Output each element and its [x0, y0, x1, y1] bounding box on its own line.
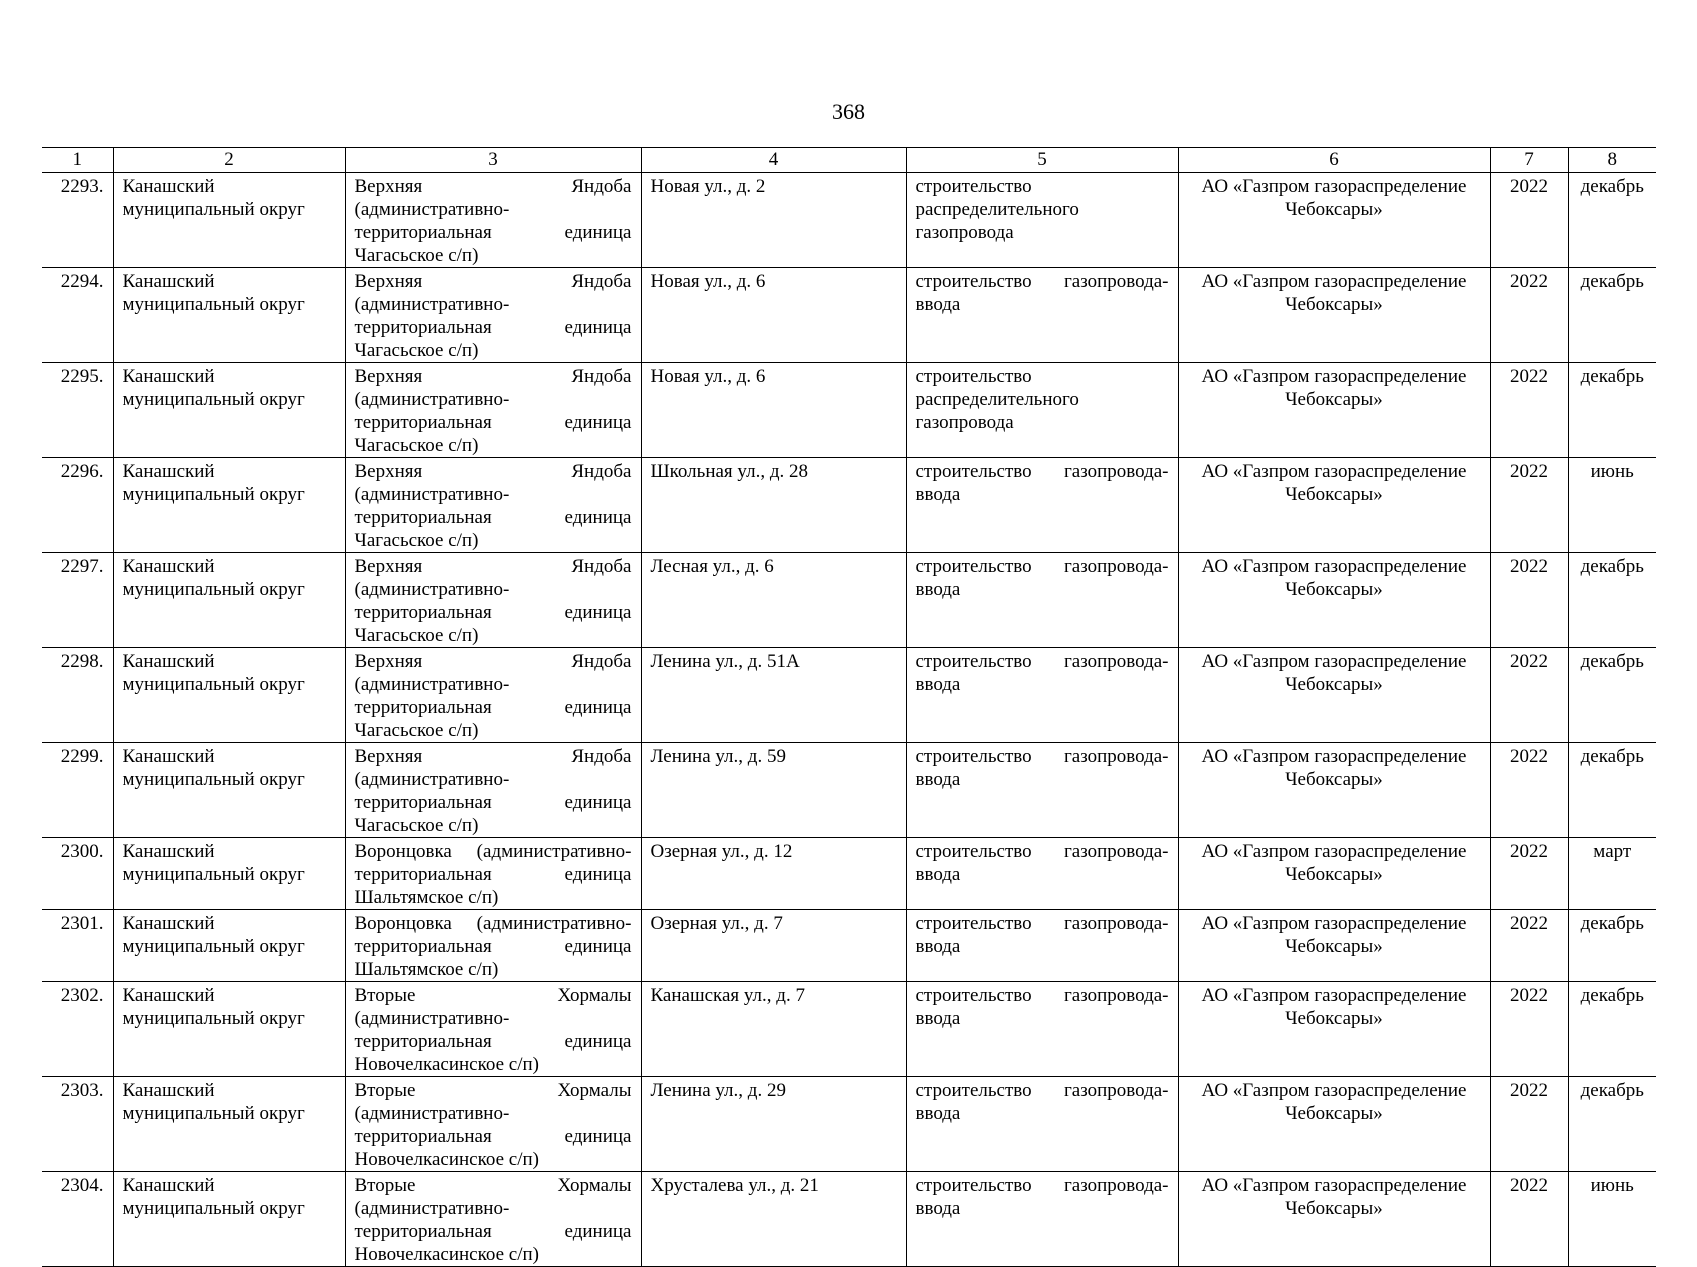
work-type-cell: строительство газопровода-ввода — [906, 910, 1178, 982]
owner-cell: АО «Газпром газораспределение Чебоксары» — [1178, 363, 1490, 458]
table-row — [42, 838, 1656, 910]
work-type-cell: строительство распределительного газопровода — [906, 363, 1178, 458]
address-cell: Новая ул., д. 6 — [641, 268, 906, 363]
owner-cell: АО «Газпром газораспределение Чебоксары» — [1178, 982, 1490, 1077]
month-cell: декабрь — [1568, 173, 1656, 268]
month-cell: декабрь — [1568, 910, 1656, 982]
row-number: 2296. — [42, 458, 113, 553]
header-row — [42, 148, 1656, 173]
month-cell: декабрь — [1568, 553, 1656, 648]
owner-cell: АО «Газпром газораспределение Чебоксары» — [1178, 838, 1490, 910]
settlement-cell: Вторые Хормалы (административно-территориальная единица Новочелкасинское с/п) — [345, 1172, 641, 1267]
owner-cell: АО «Газпром газораспределение Чебоксары» — [1178, 268, 1490, 363]
address-cell: Новая ул., д. 6 — [641, 363, 906, 458]
owner-cell: АО «Газпром газораспределение Чебоксары» — [1178, 173, 1490, 268]
work-type-cell: строительство распределительного газопровода — [906, 173, 1178, 268]
district-cell: Канашский муниципальный округ — [113, 838, 345, 910]
settlement-cell: Воронцовка (административно-территориальная единица Шальтямское с/п) — [345, 838, 641, 910]
year-cell: 2022 — [1490, 743, 1568, 838]
work-type-cell: строительство газопровода-ввода — [906, 743, 1178, 838]
settlement-cell: Вторые Хормалы (административно-территориальная единица Новочелкасинское с/п) — [345, 982, 641, 1077]
month-cell: март — [1568, 838, 1656, 910]
address-cell: Озерная ул., д. 7 — [641, 910, 906, 982]
district-cell: Канашский муниципальный округ — [113, 173, 345, 268]
column-header: 2 — [113, 148, 345, 173]
year-cell: 2022 — [1490, 910, 1568, 982]
row-number: 2294. — [42, 268, 113, 363]
month-cell: декабрь — [1568, 743, 1656, 838]
table-row — [42, 458, 1656, 553]
work-type-cell: строительство газопровода-ввода — [906, 1172, 1178, 1267]
work-type-cell: строительство газопровода-ввода — [906, 838, 1178, 910]
address-cell: Озерная ул., д. 12 — [641, 838, 906, 910]
year-cell: 2022 — [1490, 173, 1568, 268]
row-number: 2303. — [42, 1077, 113, 1172]
year-cell: 2022 — [1490, 648, 1568, 743]
settlement-cell: Верхняя Яндоба (административно-территориальная единица Чагасьское с/п) — [345, 268, 641, 363]
month-cell: декабрь — [1568, 363, 1656, 458]
district-cell: Канашский муниципальный округ — [113, 648, 345, 743]
work-type-cell: строительство газопровода-ввода — [906, 458, 1178, 553]
address-cell: Школьная ул., д. 28 — [641, 458, 906, 553]
table-row — [42, 1172, 1656, 1267]
year-cell: 2022 — [1490, 458, 1568, 553]
owner-cell: АО «Газпром газораспределение Чебоксары» — [1178, 743, 1490, 838]
column-header: 1 — [42, 148, 113, 173]
settlement-cell: Верхняя Яндоба (административно-территориальная единица Чагасьское с/п) — [345, 743, 641, 838]
settlement-cell: Верхняя Яндоба (административно-территориальная единица Чагасьское с/п) — [345, 458, 641, 553]
row-number: 2298. — [42, 648, 113, 743]
column-header: 7 — [1490, 148, 1568, 173]
work-type-cell: строительство газопровода-ввода — [906, 268, 1178, 363]
year-cell: 2022 — [1490, 1077, 1568, 1172]
month-cell: июнь — [1568, 458, 1656, 553]
month-cell: декабрь — [1568, 268, 1656, 363]
table-row — [42, 910, 1656, 982]
column-header: 3 — [345, 148, 641, 173]
year-cell: 2022 — [1490, 553, 1568, 648]
table-row — [42, 173, 1656, 268]
table-row — [42, 743, 1656, 838]
row-number: 2302. — [42, 982, 113, 1077]
month-cell: июнь — [1568, 1172, 1656, 1267]
row-number: 2293. — [42, 173, 113, 268]
owner-cell: АО «Газпром газораспределение Чебоксары» — [1178, 1077, 1490, 1172]
year-cell: 2022 — [1490, 982, 1568, 1077]
address-cell: Новая ул., д. 2 — [641, 173, 906, 268]
address-cell: Ленина ул., д. 51А — [641, 648, 906, 743]
column-header: 5 — [906, 148, 1178, 173]
owner-cell: АО «Газпром газораспределение Чебоксары» — [1178, 553, 1490, 648]
row-number: 2299. — [42, 743, 113, 838]
district-cell: Канашский муниципальный округ — [113, 982, 345, 1077]
column-header: 4 — [641, 148, 906, 173]
settlement-cell: Вторые Хормалы (административно-территориальная единица Новочелкасинское с/п) — [345, 1077, 641, 1172]
month-cell: декабрь — [1568, 982, 1656, 1077]
owner-cell: АО «Газпром газораспределение Чебоксары» — [1178, 458, 1490, 553]
owner-cell: АО «Газпром газораспределение Чебоксары» — [1178, 910, 1490, 982]
year-cell: 2022 — [1490, 268, 1568, 363]
owner-cell: АО «Газпром газораспределение Чебоксары» — [1178, 648, 1490, 743]
row-number: 2304. — [42, 1172, 113, 1267]
column-header: 8 — [1568, 148, 1656, 173]
address-cell: Канашская ул., д. 7 — [641, 982, 906, 1077]
work-type-cell: строительство газопровода-ввода — [906, 1077, 1178, 1172]
month-cell: декабрь — [1568, 648, 1656, 743]
settlement-cell: Верхняя Яндоба (административно-территориальная единица Чагасьское с/п) — [345, 648, 641, 743]
year-cell: 2022 — [1490, 363, 1568, 458]
table-row — [42, 553, 1656, 648]
row-number: 2301. — [42, 910, 113, 982]
owner-cell: АО «Газпром газораспределение Чебоксары» — [1178, 1172, 1490, 1267]
district-cell: Канашский муниципальный округ — [113, 910, 345, 982]
year-cell: 2022 — [1490, 838, 1568, 910]
work-type-cell: строительство газопровода-ввода — [906, 648, 1178, 743]
work-type-cell: строительство газопровода-ввода — [906, 553, 1178, 648]
address-cell: Ленина ул., д. 59 — [641, 743, 906, 838]
district-cell: Канашский муниципальный округ — [113, 458, 345, 553]
district-cell: Канашский муниципальный округ — [113, 363, 345, 458]
table-row — [42, 1077, 1656, 1172]
settlement-cell: Верхняя Яндоба (административно-территориальная единица Чагасьское с/п) — [345, 173, 641, 268]
district-cell: Канашский муниципальный округ — [113, 1077, 345, 1172]
row-number: 2300. — [42, 838, 113, 910]
address-cell: Лесная ул., д. 6 — [641, 553, 906, 648]
year-cell: 2022 — [1490, 1172, 1568, 1267]
gas-works-table — [42, 147, 1656, 1267]
settlement-cell: Верхняя Яндоба (административно-территориальная единица Чагасьское с/п) — [345, 553, 641, 648]
page-number: 368 — [832, 99, 865, 124]
column-header: 6 — [1178, 148, 1490, 173]
table-row — [42, 363, 1656, 458]
district-cell: Канашский муниципальный округ — [113, 268, 345, 363]
district-cell: Канашский муниципальный округ — [113, 743, 345, 838]
row-number: 2297. — [42, 553, 113, 648]
address-cell: Хрусталева ул., д. 21 — [641, 1172, 906, 1267]
row-number: 2295. — [42, 363, 113, 458]
settlement-cell: Верхняя Яндоба (административно-территориальная единица Чагасьское с/п) — [345, 363, 641, 458]
district-cell: Канашский муниципальный округ — [113, 1172, 345, 1267]
table-row — [42, 268, 1656, 363]
settlement-cell: Воронцовка (административно-территориальная единица Шальтямское с/п) — [345, 910, 641, 982]
month-cell: декабрь — [1568, 1077, 1656, 1172]
address-cell: Ленина ул., д. 29 — [641, 1077, 906, 1172]
table-row — [42, 982, 1656, 1077]
table-row — [42, 648, 1656, 743]
district-cell: Канашский муниципальный округ — [113, 553, 345, 648]
work-type-cell: строительство газопровода-ввода — [906, 982, 1178, 1077]
